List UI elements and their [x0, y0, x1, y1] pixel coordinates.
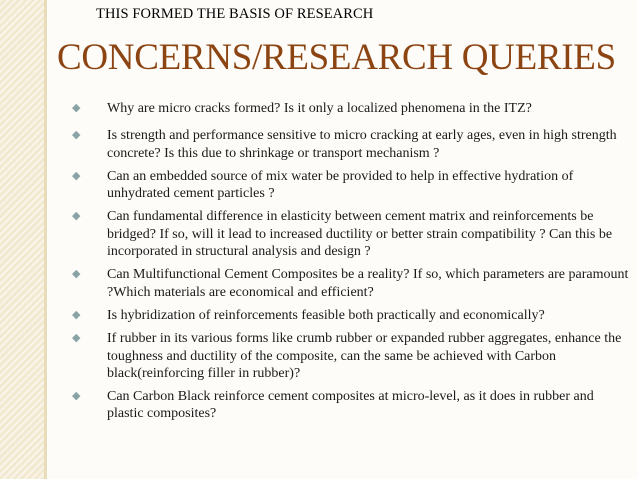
- bullet-icon: ◆: [72, 268, 81, 281]
- list-item: [72, 208, 632, 260]
- bullet-text: Can Multifunctional Cement Composites be a reality? If so, which parameters are paramount ?Which materials are economical and efficient?: [107, 267, 629, 300]
- list-item: [72, 330, 632, 382]
- bullet-text: Can fundamental difference in elasticity between cement matrix and reinforcements be bridged? If so, will it lead to increased ductility or better strain compatibility ? Can this be incorporated in structural analysis and design ?: [107, 209, 613, 260]
- bullet-icon: ◆: [72, 390, 81, 403]
- bullet-icon: ◆: [72, 210, 81, 223]
- bullet-list: [72, 100, 632, 429]
- bullet-text: Is strength and performance sensitive to micro cracking at early ages, even in high strength concrete? Is this due to shrinkage or transport mechanism ?: [107, 128, 617, 161]
- bullet-icon: ◆: [72, 332, 81, 345]
- list-item: [72, 127, 632, 162]
- slide-title: CONCERNS/RESEARCH QUERIES: [57, 37, 616, 78]
- list-item: [72, 168, 632, 203]
- bullet-text: Can an embedded source of mix water be provided to help in effective hydration of unhydrated cement particles ?: [107, 168, 574, 202]
- bullet-text: If rubber in its various forms like crumb rubber or expanded rubber aggregates, enhance the toughness and ductility of the composite, can the same be achieved with Carbon black(reinforcing filler in rubber)?: [107, 331, 622, 381]
- bullet-icon: ◆: [72, 308, 81, 321]
- bullet-icon: ◆: [72, 102, 81, 114]
- bullet-icon: ◆: [72, 169, 81, 182]
- bullet-icon: ◆: [72, 129, 81, 142]
- slide-caption: THIS FORMED THE BASIS OF RESEARCH: [96, 6, 374, 22]
- decorative-left-band-edge: [44, 0, 47, 479]
- list-item: [72, 100, 632, 117]
- list-item: [72, 266, 632, 301]
- bullet-text: Is hybridization of reinforcements feasible both practically and economically?: [107, 307, 545, 323]
- bullet-text: Why are micro cracks formed? Is it only a localized phenomena in the ITZ?: [107, 101, 532, 116]
- list-item: [72, 388, 632, 423]
- decorative-left-band: [0, 0, 44, 479]
- list-item: [72, 307, 632, 324]
- bullet-text: Can Carbon Black reinforce cement composites at micro-level, as it does in rubber and plastic composites?: [107, 389, 594, 422]
